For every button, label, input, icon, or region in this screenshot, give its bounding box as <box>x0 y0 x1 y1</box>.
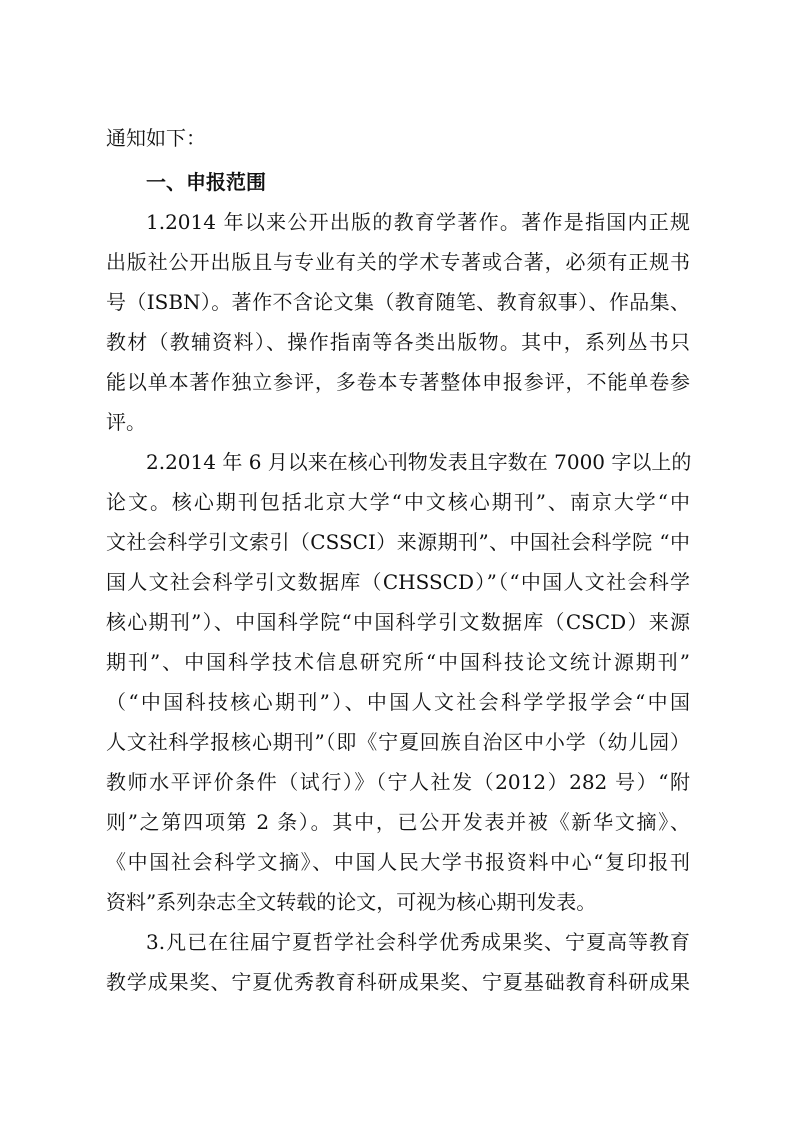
paragraph-line: 期刊”、中国科学技术信息研究所“中国科技论文统计源期刊” <box>106 650 690 674</box>
paragraph-line: 教材（教辅资料）、操作指南等各类出版物。其中，系列丛书只 <box>106 330 690 354</box>
section-heading: 一、申报范围 <box>146 170 266 194</box>
paragraph-line: 文社会科学引文索引（CSSCI）来源期刊”、中国社会科学院 “中 <box>106 530 690 554</box>
intro-text: 通知如下： <box>106 126 206 150</box>
paragraph-line: 资料”系列杂志全文转载的论文，可视为核心期刊发表。 <box>106 890 597 914</box>
paragraph-line: 则”之第四项第 2 条）。其中，已公开发表并被《新华文摘》、 <box>106 810 690 834</box>
paragraph-line: 出版社公开出版且与专业有关的学术专著或合著，必须有正规书 <box>106 250 690 274</box>
paragraph-line: 教师水平评价条件（试行）》（宁人社发（2012）282 号）“附 <box>106 770 690 794</box>
paragraph-line: 评。 <box>106 410 146 434</box>
paragraph-line: 号（ISBN）。著作不含论文集（教育随笔、教育叙事）、作品集、 <box>106 290 690 314</box>
paragraph-line: 2.2014 年 6 月以来在核心刊物发表且字数在 7000 字以上的 <box>146 450 692 474</box>
paragraph-line: 核心期刊”）、中国科学院“中国科学引文数据库（CSCD）来源 <box>106 610 690 634</box>
paragraph-line: 教学成果奖、宁夏优秀教育科研成果奖、宁夏基础教育科研成果 <box>106 970 690 994</box>
paragraph-line: 3.凡已在往届宁夏哲学社会科学优秀成果奖、宁夏高等教育 <box>146 930 690 954</box>
paragraph-line: 1.2014 年以来公开出版的教育学著作。著作是指国内正规 <box>146 210 690 234</box>
paragraph-line: 国人文社会科学引文数据库（CHSSCD）”（“中国人文社会科学 <box>106 570 690 594</box>
paragraph-line: 《中国社会科学文摘》、中国人民大学书报资料中心“复印报刊 <box>106 850 690 874</box>
paragraph-line: 论文。核心期刊包括北京大学“中文核心期刊”、南京大学“中 <box>106 490 690 514</box>
paragraph-line: 人文社科学报核心期刊”（即《宁夏回族自治区中小学（幼儿园） <box>106 730 690 754</box>
paragraph-line: 能以单本著作独立参评，多卷本专著整体申报参评，不能单卷参 <box>106 370 690 394</box>
paragraph-line: （“中国科技核心期刊”）、中国人文社会科学学报学会“中国 <box>106 690 690 714</box>
